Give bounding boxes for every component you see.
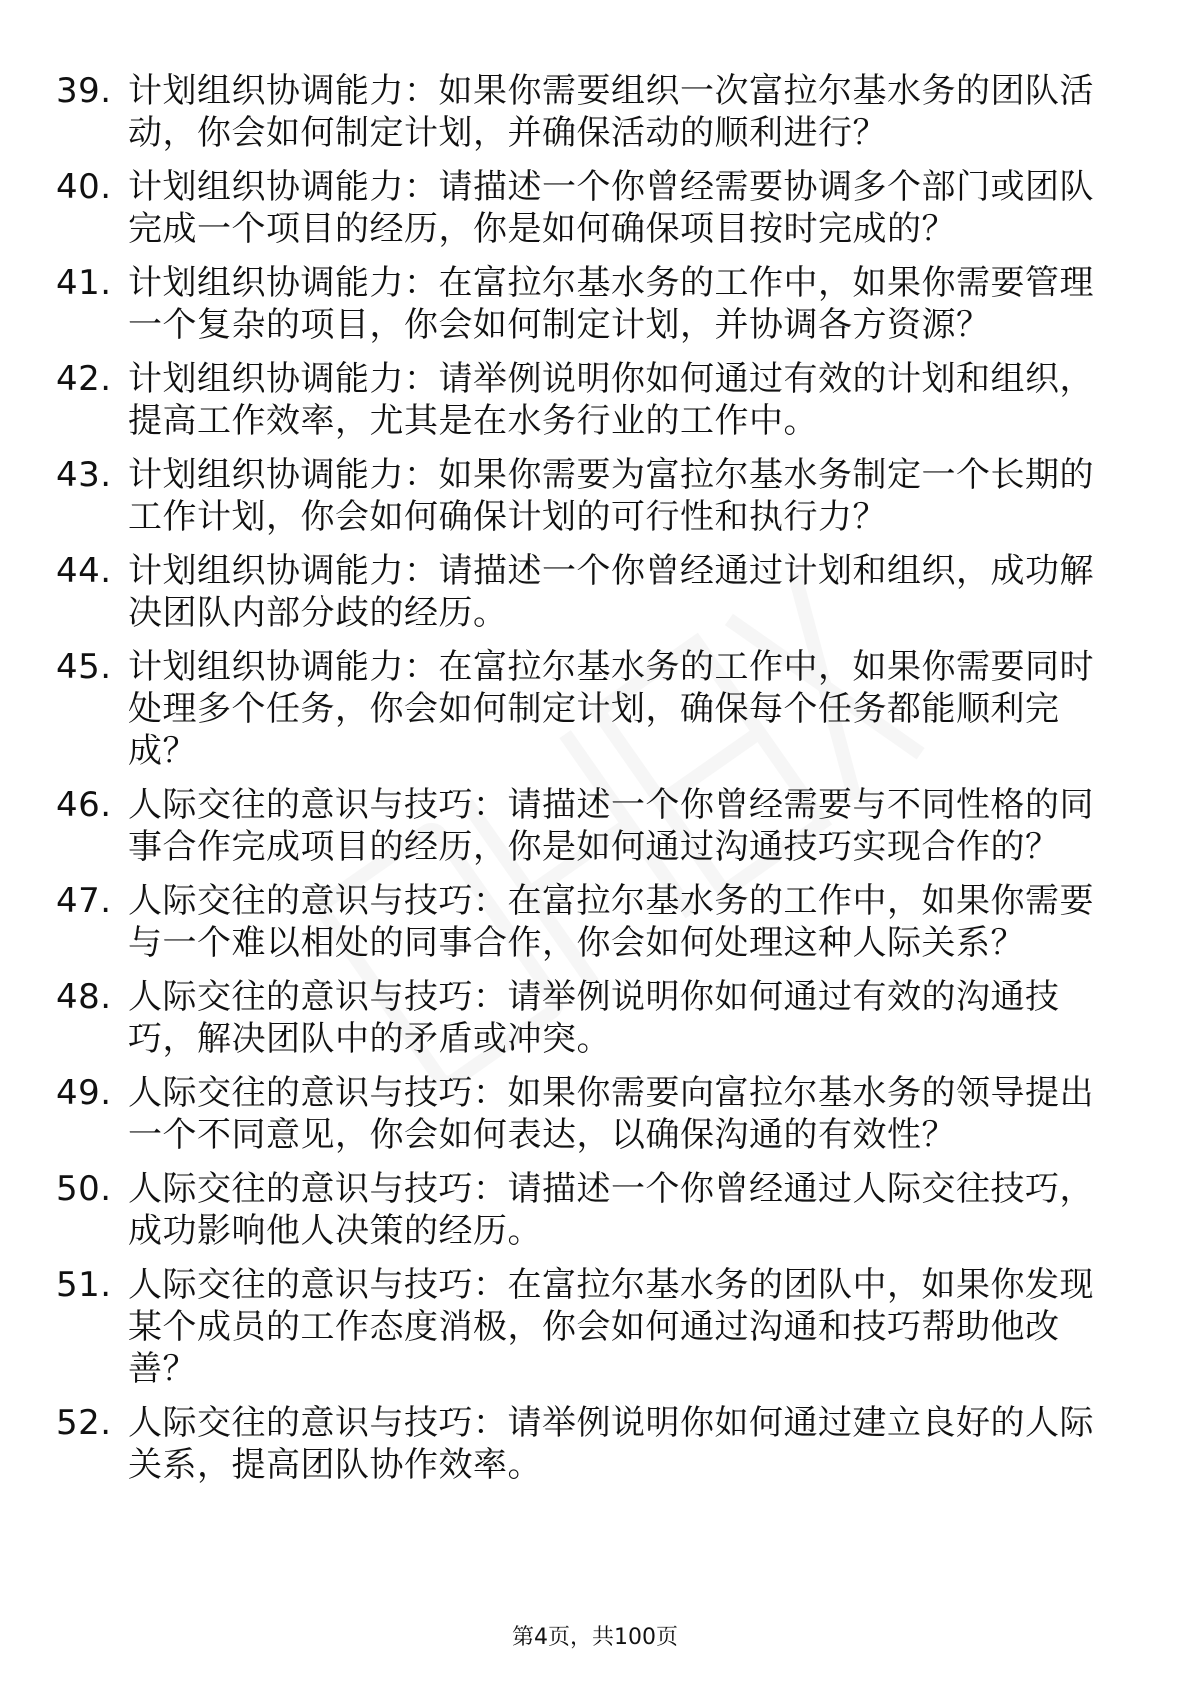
question-number: 46.	[56, 785, 112, 825]
question-item	[56, 1402, 1116, 1486]
question-text: 计划组织协调能力：请描述一个你曾经需要协调多个部门或团队完成一个项目的经历，你是如何确保项目按时完成的？	[128, 167, 1094, 249]
question-item	[56, 976, 1116, 1060]
question-item	[56, 1168, 1116, 1252]
question-item	[56, 646, 1116, 772]
question-item	[56, 880, 1116, 964]
question-text: 计划组织协调能力：请描述一个你曾经通过计划和组织，成功解决团队内部分歧的经历。	[128, 551, 1094, 633]
question-number: 44.	[56, 551, 112, 591]
question-text: 人际交往的意识与技巧：请举例说明你如何通过建立良好的人际关系，提高团队协作效率。	[128, 1403, 1094, 1485]
question-number: 43.	[56, 455, 112, 495]
question-number: 40.	[56, 167, 112, 207]
question-number: 52.	[56, 1403, 112, 1443]
page-number-label: 第4页，共100页	[512, 1625, 678, 1650]
question-text: 计划组织协调能力：请举例说明你如何通过有效的计划和组织，提高工作效率，尤其是在水务行业的工作中。	[128, 359, 1094, 441]
question-text: 计划组织协调能力：在富拉尔基水务的工作中，如果你需要管理一个复杂的项目，你会如何制定计划，并协调各方资源？	[128, 263, 1094, 345]
question-item	[56, 784, 1116, 868]
question-number: 48.	[56, 977, 112, 1017]
question-item	[56, 1072, 1116, 1156]
question-item	[56, 262, 1116, 346]
question-number: 49.	[56, 1073, 112, 1113]
question-text: 人际交往的意识与技巧：请描述一个你曾经通过人际交往技巧，成功影响他人决策的经历。	[128, 1169, 1094, 1251]
question-item	[56, 70, 1116, 154]
question-number: 51.	[56, 1265, 112, 1305]
question-item	[56, 166, 1116, 250]
question-text: 人际交往的意识与技巧：如果你需要向富拉尔基水务的领导提出一个不同意见，你会如何表达，以确保沟通的有效性？	[128, 1073, 1094, 1155]
question-number: 41.	[56, 263, 112, 303]
question-number: 47.	[56, 881, 112, 921]
question-item	[56, 1264, 1116, 1390]
question-number: 39.	[56, 71, 112, 111]
question-item	[56, 550, 1116, 634]
question-text: 人际交往的意识与技巧：请描述一个你曾经需要与不同性格的同事合作完成项目的经历，你是如何通过沟通技巧实现合作的？	[128, 785, 1094, 867]
question-text: 计划组织协调能力：如果你需要为富拉尔基水务制定一个长期的工作计划，你会如何确保计划的可行性和执行力？	[128, 455, 1094, 537]
question-number: 50.	[56, 1169, 112, 1209]
question-item	[56, 358, 1116, 442]
question-list	[56, 70, 1116, 1498]
question-number: 42.	[56, 359, 112, 399]
question-text: 计划组织协调能力：在富拉尔基水务的工作中，如果你需要同时处理多个任务，你会如何制定计划，确保每个任务都能顺利完成？	[128, 647, 1094, 771]
question-item	[56, 454, 1116, 538]
question-text: 人际交往的意识与技巧：在富拉尔基水务的工作中，如果你需要与一个难以相处的同事合作，你会如何处理这种人际关系？	[128, 881, 1094, 963]
question-text: 计划组织协调能力：如果你需要组织一次富拉尔基水务的团队活动，你会如何制定计划，并确保活动的顺利进行？	[128, 71, 1094, 153]
question-text: 人际交往的意识与技巧：请举例说明你如何通过有效的沟通技巧，解决团队中的矛盾或冲突。	[128, 977, 1060, 1059]
question-text: 人际交往的意识与技巧：在富拉尔基水务的团队中，如果你发现某个成员的工作态度消极，你会如何通过沟通和技巧帮助他改善？	[128, 1265, 1094, 1389]
question-number: 45.	[56, 647, 112, 687]
page-footer	[0, 1624, 1190, 1652]
